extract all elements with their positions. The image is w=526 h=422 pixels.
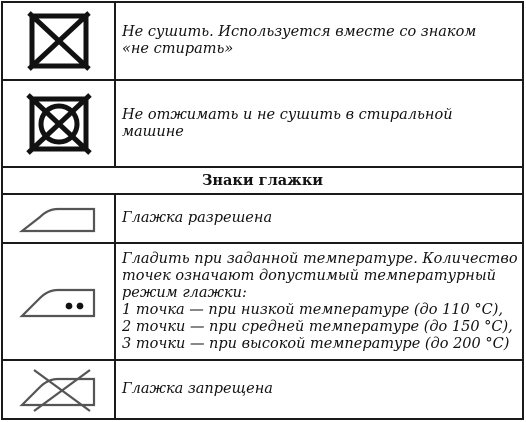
table-row bbox=[3, 361, 522, 418]
tumble-dry-prohibited-icon bbox=[25, 9, 93, 73]
description-text bbox=[122, 3, 516, 79]
ironing-allowed-icon bbox=[16, 203, 102, 235]
care-symbols-table bbox=[1, 1, 524, 420]
table-row bbox=[3, 195, 522, 244]
description-text bbox=[122, 244, 516, 359]
table-row bbox=[3, 244, 522, 361]
icon-cell bbox=[3, 361, 116, 418]
section-header-row bbox=[3, 168, 522, 195]
icon-cell bbox=[3, 195, 116, 242]
description-text bbox=[122, 361, 516, 418]
description-line: Не отжимать и не сушить в стиральной bbox=[122, 106, 453, 123]
description-line: Глажка разрешена bbox=[122, 210, 273, 226]
temperature-dot bbox=[76, 302, 83, 309]
description-line: Глажка запрещена bbox=[122, 381, 273, 397]
table-row bbox=[3, 81, 522, 168]
description-line: 1 точка — при низкой температуре (до 110 °C), bbox=[122, 301, 503, 318]
machine-dry-wring-prohibited-icon bbox=[24, 92, 94, 156]
description-text bbox=[122, 195, 516, 242]
description-line: Не сушить. Используется вместе со знаком bbox=[122, 24, 477, 40]
iron-temperature-dots-icon bbox=[16, 282, 102, 322]
ironing-prohibited-icon bbox=[16, 367, 102, 413]
icon-cell bbox=[3, 3, 116, 79]
description-line: 3 точки — при высокой температуре (до 200 °C) bbox=[122, 335, 510, 352]
description-line: режим глажки: bbox=[122, 284, 247, 301]
description-line: точек означают допустимый температурный bbox=[122, 267, 496, 284]
temperature-dot bbox=[65, 302, 72, 309]
icon-cell bbox=[3, 244, 116, 359]
description-line: 2 точки — при средней температуре (до 150 °C), bbox=[122, 318, 513, 335]
section-header: Знаки глажки bbox=[201, 172, 324, 189]
description-line: «не стирать» bbox=[122, 41, 234, 57]
table-row bbox=[3, 3, 522, 81]
description-line: Гладить при заданной температуре. Количество bbox=[122, 250, 518, 267]
description-line: машине bbox=[122, 123, 184, 140]
icon-cell bbox=[3, 81, 116, 166]
description-text bbox=[122, 81, 516, 166]
